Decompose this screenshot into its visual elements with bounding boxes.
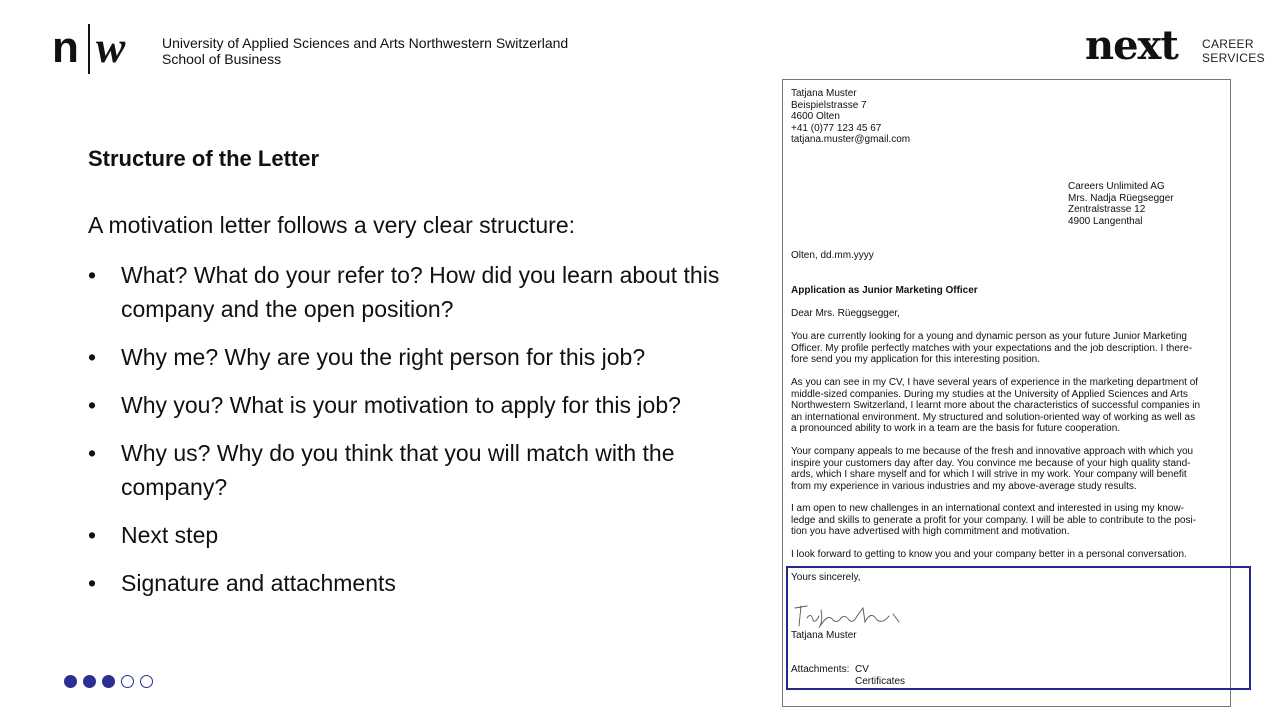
letter-line: Northwestern Switzerland, I learnt more about the characteristics of successful companies in <box>791 400 1201 411</box>
letter-line: ards, which I share myself and for which I will strive in my work. Your company will benefit <box>791 469 1187 480</box>
letter-paragraph <box>791 377 1203 435</box>
university-line-2: School of Business <box>162 51 282 67</box>
letter-line: As you can see in my CV, I have several years of experience in the marketing department of <box>791 377 1199 388</box>
university-line-1: University of Applied Sciences and Arts Northwestern Switzerland <box>162 35 569 51</box>
slide-progress-dots <box>64 675 153 688</box>
letter-line: tion you have advertised with high commitment and motivation. <box>791 526 1070 537</box>
logo-n-letter: n <box>52 23 78 72</box>
letter-paragraph <box>791 503 1203 538</box>
attachments-label: Attachments: <box>791 664 850 675</box>
recipient-address <box>1068 181 1174 227</box>
letter-line: You are currently looking for a young and dynamic person as your future Junior Marketing <box>791 331 1187 342</box>
progress-dot-empty <box>140 675 153 688</box>
letter-subject: Application as Junior Marketing Officer <box>791 285 978 296</box>
letter-line: middle-sized companies. During my studies at the University of Applied Sciences and Arts <box>791 388 1188 400</box>
next-logo: next <box>1085 22 1178 69</box>
bullet-item: • Signature and attachments <box>88 566 763 600</box>
place-date: Olten, dd.mm.yyyy <box>791 250 874 261</box>
letter-paragraph <box>791 446 1203 492</box>
career-services-label <box>1202 37 1265 65</box>
bullet-item: • What? What do your refer to? How did you learn about this company and the open position? <box>88 258 763 326</box>
signature-highlight-box <box>786 566 1251 690</box>
recipient-line: Mrs. Nadja Rüegsegger <box>1068 192 1174 204</box>
letter-line: I am open to new challenges in an international context and interested in using my know- <box>791 503 1185 514</box>
progress-dot-filled <box>102 675 115 688</box>
university-name <box>162 35 568 67</box>
bullet-item: • Why us? Why do you think that you will match with the company? <box>88 436 763 504</box>
signature-name: Tatjana Muster <box>791 630 857 641</box>
career-line-2: SERVICES <box>1202 51 1265 65</box>
letter-line: an international environment. My structured and solution-oriented way of working as well as <box>791 411 1196 423</box>
sender-address <box>791 88 910 146</box>
recipient-line: 4900 Langenthal <box>1068 215 1143 227</box>
attachment-item: Certificates <box>855 675 906 687</box>
letter-line: ledge and skills to generate a profit for your company. I will be able to contribute to the posi- <box>791 514 1197 526</box>
letter-paragraph <box>791 549 1203 561</box>
bullet-item: • Next step <box>88 518 763 552</box>
letter-line: I look forward to getting to know you and your company better in a personal conversation. <box>791 549 1187 560</box>
letter-line: fore send you my application for this interesting position. <box>791 354 1041 365</box>
letter-line: a pronounced ability to work in a team are the basis for future cooperation. <box>791 423 1121 434</box>
slide-intro: A motivation letter follows a very clear structure: <box>88 212 576 238</box>
sender-line: +41 (0)77 123 45 67 <box>791 122 882 134</box>
fhnw-logo <box>52 24 142 74</box>
sender-line: 4600 Olten <box>791 111 840 122</box>
sender-line: Beispielstrasse 7 <box>791 99 867 111</box>
slide-title: Structure of the Letter <box>88 146 320 171</box>
career-line-1: CAREER <box>1202 37 1254 51</box>
bullet-item: • Why you? What is your motivation to apply for this job? <box>88 388 763 422</box>
sender-line: Tatjana Muster <box>791 88 857 99</box>
letter-line: from my experience in various industries and my above-average study results. <box>791 480 1137 492</box>
progress-dot-filled <box>64 675 77 688</box>
logo-divider <box>88 24 90 74</box>
letter-paragraph <box>791 331 1203 366</box>
letter-closing: Yours sincerely, <box>791 572 861 583</box>
sender-line: tatjana.muster@gmail.com <box>791 134 911 145</box>
bullet-list <box>88 258 763 614</box>
progress-dot-empty <box>121 675 134 688</box>
logo-w-letter: w <box>96 23 126 72</box>
letter-salutation: Dear Mrs. Rüeggsegger, <box>791 308 900 319</box>
bullet-item: • Why me? Why are you the right person for this job? <box>88 340 763 374</box>
letter-line: Officer. My profile perfectly matches with your expectations and the job description. I there- <box>791 342 1193 354</box>
recipient-line: Zentralstrasse 12 <box>1068 204 1146 215</box>
recipient-line: Careers Unlimited AG <box>1068 181 1165 192</box>
letter-line: Your company appeals to me because of the fresh and innovative approach with which you <box>791 446 1194 457</box>
attachment-item: CV <box>855 664 869 675</box>
progress-dot-filled <box>83 675 96 688</box>
letter-line: inspire your customers day after day. You convince me because of your high quality stand- <box>791 457 1191 469</box>
